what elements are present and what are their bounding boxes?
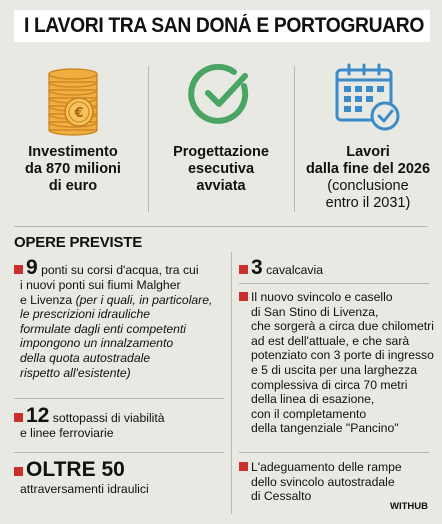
list-item-underpasses: 12 sottopassi di viabilità e linee ferroviarie (14, 406, 228, 441)
bullet-square (239, 462, 248, 471)
divider (239, 283, 429, 284)
bullet-square (239, 265, 248, 274)
credit: WITHUB (390, 501, 428, 512)
bullet-square (14, 467, 23, 476)
bullet-square (239, 292, 248, 301)
list-item-crossings: OLTRE 50 attraversamenti idraulici (14, 460, 228, 497)
fact-schedule-label: Lavori dalla fine del 2026 (conclusione entro il 2031) (305, 144, 431, 211)
page-title: I LAVORI TRA SAN DONÁ E PORTOGRUARO (24, 14, 425, 37)
bullet-square (14, 413, 23, 422)
coins-euro-icon (41, 62, 105, 138)
title-box (14, 10, 430, 42)
list-item-ramps: L'adeguamento delle rampe dello svincolo autostradale di Cessalto (239, 460, 439, 504)
calendar-check-icon (333, 62, 403, 134)
fact-design-label: Progettazione esecutiva avviata (173, 144, 269, 194)
fact-investment-label: Investimento da 870 milioni di euro (25, 144, 121, 194)
bullet-square (14, 265, 23, 274)
fact-schedule (295, 62, 441, 220)
facts-row (0, 62, 442, 220)
fact-design (148, 62, 294, 220)
divider (294, 66, 295, 212)
list-item-junction: Il nuovo svincolo e casello di San Stino di Livenza, che sorgerà a circa due chilometri ad est dell'attuale, e che sarà potenziato con 3 porte di ingresso e 5 di uscita per una larghezza complessiva di circa 70 metri della linea di esazione, con il completamento della tangenziale "Pancino" (239, 290, 439, 436)
section-title: OPERE PREVISTE (14, 234, 143, 251)
divider (14, 226, 428, 227)
list-item-overpasses: 3 cavalcavia (239, 258, 429, 278)
column-divider (231, 252, 232, 514)
divider (239, 452, 429, 453)
checkmark-circle-icon (188, 62, 254, 128)
divider (14, 452, 224, 453)
list-item-bridges: 9 ponti su corsi d'acqua, tra cui i nuovi ponti sui fiumi Malgher e Livenza (per i quali, in particolare, le prescrizioni idrauliche formulate dagli enti competenti impongono un innalzamento della quota autostradale rispetto all'esistente) (14, 258, 228, 380)
fact-investment (0, 62, 146, 220)
svg-text:€: € (74, 106, 84, 121)
divider (148, 66, 149, 212)
divider (14, 398, 224, 399)
